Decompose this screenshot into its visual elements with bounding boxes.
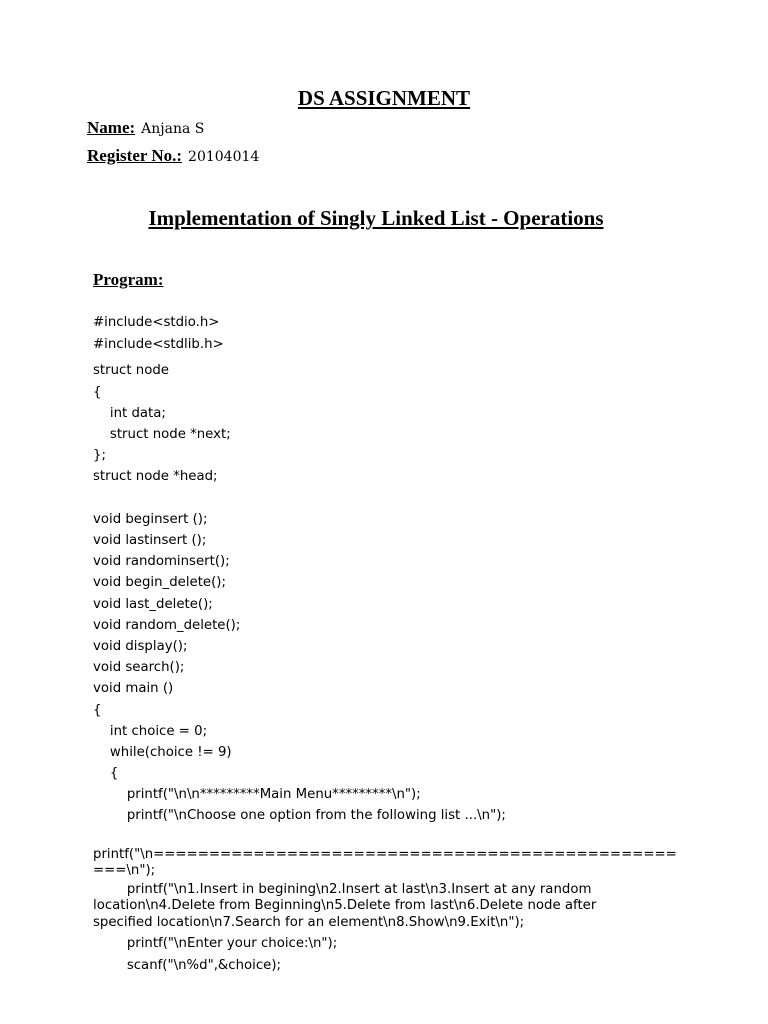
name-value: Anjana S bbox=[141, 121, 205, 137]
name-label: Name: bbox=[87, 118, 136, 137]
code-line: specified location\n7.Search for an element\n8.Show\n9.Exit\n"); bbox=[93, 915, 525, 930]
code-line: void beginsert (); bbox=[93, 512, 208, 527]
code-line: #include<stdlib.h> bbox=[93, 337, 224, 352]
code-line: { bbox=[93, 766, 119, 781]
code-line: printf("\n1.Insert in begining\n2.Insert at last\n3.Insert at any random bbox=[93, 882, 592, 897]
code-line: void randominsert(); bbox=[93, 554, 230, 569]
code-line: while(choice != 9) bbox=[93, 745, 232, 760]
code-line: int choice = 0; bbox=[93, 724, 208, 739]
code-line: struct node *head; bbox=[93, 469, 218, 484]
code-line: ===\n"); bbox=[93, 863, 156, 878]
register-value: 20104014 bbox=[188, 149, 260, 165]
document-subtitle: Implementation of Singly Linked List - Operations bbox=[148, 206, 604, 230]
code-line: struct node bbox=[93, 363, 169, 378]
code-line: void display(); bbox=[93, 639, 188, 654]
document-title: DS ASSIGNMENT bbox=[297, 86, 471, 110]
code-line: struct node *next; bbox=[93, 427, 231, 442]
program-heading: Program: bbox=[93, 270, 164, 289]
name-field bbox=[87, 118, 204, 138]
code-line: { bbox=[93, 385, 102, 400]
code-line: void search(); bbox=[93, 660, 185, 675]
code-line: void lastinsert (); bbox=[93, 533, 207, 548]
code-line: scanf("\n%d",&choice); bbox=[93, 958, 282, 973]
code-line: void random_delete(); bbox=[93, 618, 241, 633]
code-line: void main () bbox=[93, 681, 174, 696]
register-label: Register No.: bbox=[87, 146, 183, 165]
code-line: int data; bbox=[93, 406, 166, 421]
code-line: printf("\n=============================================== bbox=[93, 847, 677, 862]
code-line: }; bbox=[93, 448, 106, 463]
code-line: void last_delete(); bbox=[93, 597, 213, 612]
code-line: printf("\nEnter your choice:\n"); bbox=[93, 936, 338, 951]
code-line: location\n4.Delete from Beginning\n5.Delete from last\n6.Delete node after bbox=[93, 898, 597, 913]
code-line: void begin_delete(); bbox=[93, 575, 226, 590]
code-line: #include<stdio.h> bbox=[93, 315, 220, 330]
code-line: printf("\nChoose one option from the following list ...\n"); bbox=[93, 808, 506, 823]
register-field bbox=[87, 146, 259, 166]
code-line: { bbox=[93, 703, 102, 718]
code-line: printf("\n\n*********Main Menu*********\n"); bbox=[93, 787, 421, 802]
